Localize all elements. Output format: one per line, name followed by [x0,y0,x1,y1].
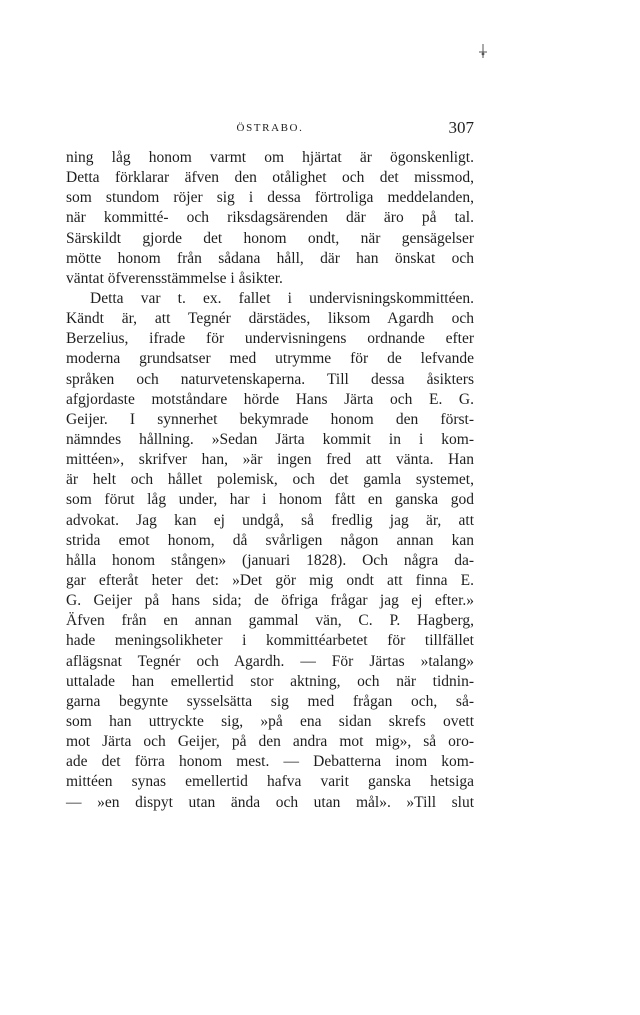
text-line: gar efteråt heter det: »Det gör mig ondt att finna E. [66,571,474,589]
text-line: ade det förra honom mest. — Debatterna inom kom- [66,753,474,771]
text-line: när kommitté- och riksdagsärenden där äro på tal. [66,209,474,227]
text-line: afgjordaste motståndare hörde Hans Järta och E. G. [66,390,474,408]
text-line: hålla honom stången» (januari 1828). Och några da- [66,551,474,569]
text-line: G. Geijer på hans sida; de öfriga frågar jag ej efter.» [66,592,474,610]
text-line: Geijer. I synnerhet bekymrade honom den först- [66,410,474,428]
text-line: är helt och hållet polemisk, och det gamla systemet, [66,471,474,489]
text-line: Detta var t. ex. fallet i undervisningskommittéen. [90,289,474,307]
text-line: ning låg honom varmt om hjärtat är ögonskenligt. [66,149,474,166]
text-line: som förut låg under, har i honom fått en ganska god [66,491,474,509]
text-line: mötte honom från sådana håll, där han önskat och [66,249,474,267]
text-line: som han uttryckte sig, »på ena sidan skrefs ovett [66,712,474,730]
text-line: Detta förklarar äfven den otålighet och det missmod, [66,169,474,187]
text-line: moderna grundsatser med utrymme för de lefvande [66,350,474,368]
print-speck-mark [478,44,488,58]
text-line: Kändt är, att Tegnér därstädes, liksom Agardh och [66,310,474,328]
text-line: som stundom röjer sig i dessa förtroliga meddelanden, [66,189,474,207]
text-line: — »en dispyt utan ända och utan mål». »Till slut [66,793,474,811]
text-line: hade meningsolikheter i kommittéarbetet för tillfället [66,632,474,650]
text-line: uttalade han emellertid stor aktning, och när tidnin- [66,672,474,690]
text-line: Särskildt gjorde det honom ondt, när gensägelser [66,229,474,247]
text-line: språken och naturvetenskaperna. Till dessa åsikters [66,370,474,388]
page-number: 307 [448,118,474,137]
running-head [66,118,474,140]
text-line: strida emot honom, då svårligen någon annan kan [66,531,474,549]
text-line: nämndes hållning. »Sedan Järta kommit in i kom- [66,430,474,448]
text-line: Berzelius, ifrade för undervisningens ordnande efter [66,330,474,348]
text-line: advokat. Jag kan ej undgå, så fredlig jag är, att [66,511,474,529]
text-line: aflägsnat Tegnér och Agardh. — För Järtas »talang» [66,652,474,670]
text-line: Äfven från en annan gammal vän, C. P. Hagberg, [66,612,474,630]
running-head-title: ÖSTRABO. [236,122,304,134]
paragraph-1 [66,148,474,289]
text-line: mot Järta och Geijer, på den andra mot mig», så oro- [66,733,474,751]
body-text [66,148,474,813]
text-line: mittéen», skrifver han, »är ingen fred att vänta. Han [66,451,474,469]
paragraph-2 [66,289,474,813]
text-line: väntat öfverensstämmelse i åsikter. [66,269,283,287]
text-line: garna begynte sysselsätta sig med frågan och, så- [66,692,474,710]
text-line: mittéen synas emellertid hafva varit ganska hetsiga [66,773,474,791]
